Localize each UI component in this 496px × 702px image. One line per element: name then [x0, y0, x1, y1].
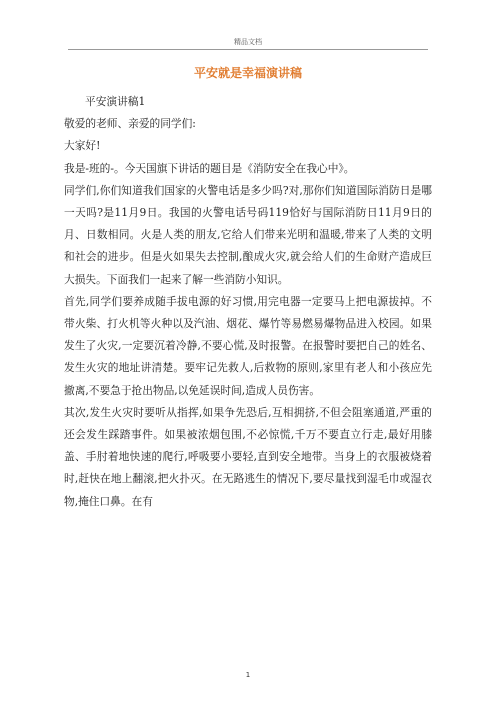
salutation: 敬爱的老师、亲爱的同学们: [64, 117, 196, 131]
header-label: 精品文档 [234, 38, 262, 46]
paragraph-second: 其次,发生火灾时要听从指挥,如果争先恐后,互相拥挤,不但会阻塞通道,严重的还会发生踩踏事件。如果被浓烟包围,不必惊慌,千万不要直立行走,最好用膝盖、手肘着地快速的爬行,呼吸要小要轻,直到安全地带。当身上的衣服被烧着时,赶快在地上翻滚,把火扑灭。在无路逃生的情况下,要尽量找到湿毛巾或湿衣物,掩住口鼻。在有 [64, 405, 432, 508]
page-number: 1 [245, 671, 251, 679]
paragraph-fire-day: 同学们,你们知道我们国家的火警电话是多少吗?对,那你们知道国际消防日是哪一天吗?是11月9日。我国的火警电话号码119恰好与国际消防日11月9日的月、日数相同。火是人类的朋友,它给人们带来光明和温暖,带来了人类的文明和社会的进步。但是火如果失去控制,酿成火灾,就会给人们的生命财产造成巨大损失。下面我们一起来了解一些消防小知识。 [64, 183, 432, 286]
document-subtitle: 平安演讲稿1 [85, 95, 146, 108]
greeting: 大家好! [64, 139, 101, 153]
paragraph-first: 首先,同学们要养成随手拔电源的好习惯,用完电器一定要马上把电源拔掉。不带火柴、打火机等火种以及汽油、烟花、爆竹等易燃易爆物品进入校园。如果发生了火灾,一定要沉着冷静,不要心慌,及时报警。在报警时要把自己的姓名、发生火灾的地址讲清楚。要牢记先救人,后救物的原则,家里有老人和小孩应先撤离,不要急于抢出物品,以免延误时间,造成人员伤害。 [64, 294, 432, 397]
document-title: 平安就是幸福演讲稿 [193, 66, 302, 80]
document-body [64, 91, 432, 513]
paragraph-intro: 我是-班的-。今天国旗下讲话的题目是《消防安全在我心中》。 [64, 161, 355, 175]
header-divider [68, 49, 428, 50]
